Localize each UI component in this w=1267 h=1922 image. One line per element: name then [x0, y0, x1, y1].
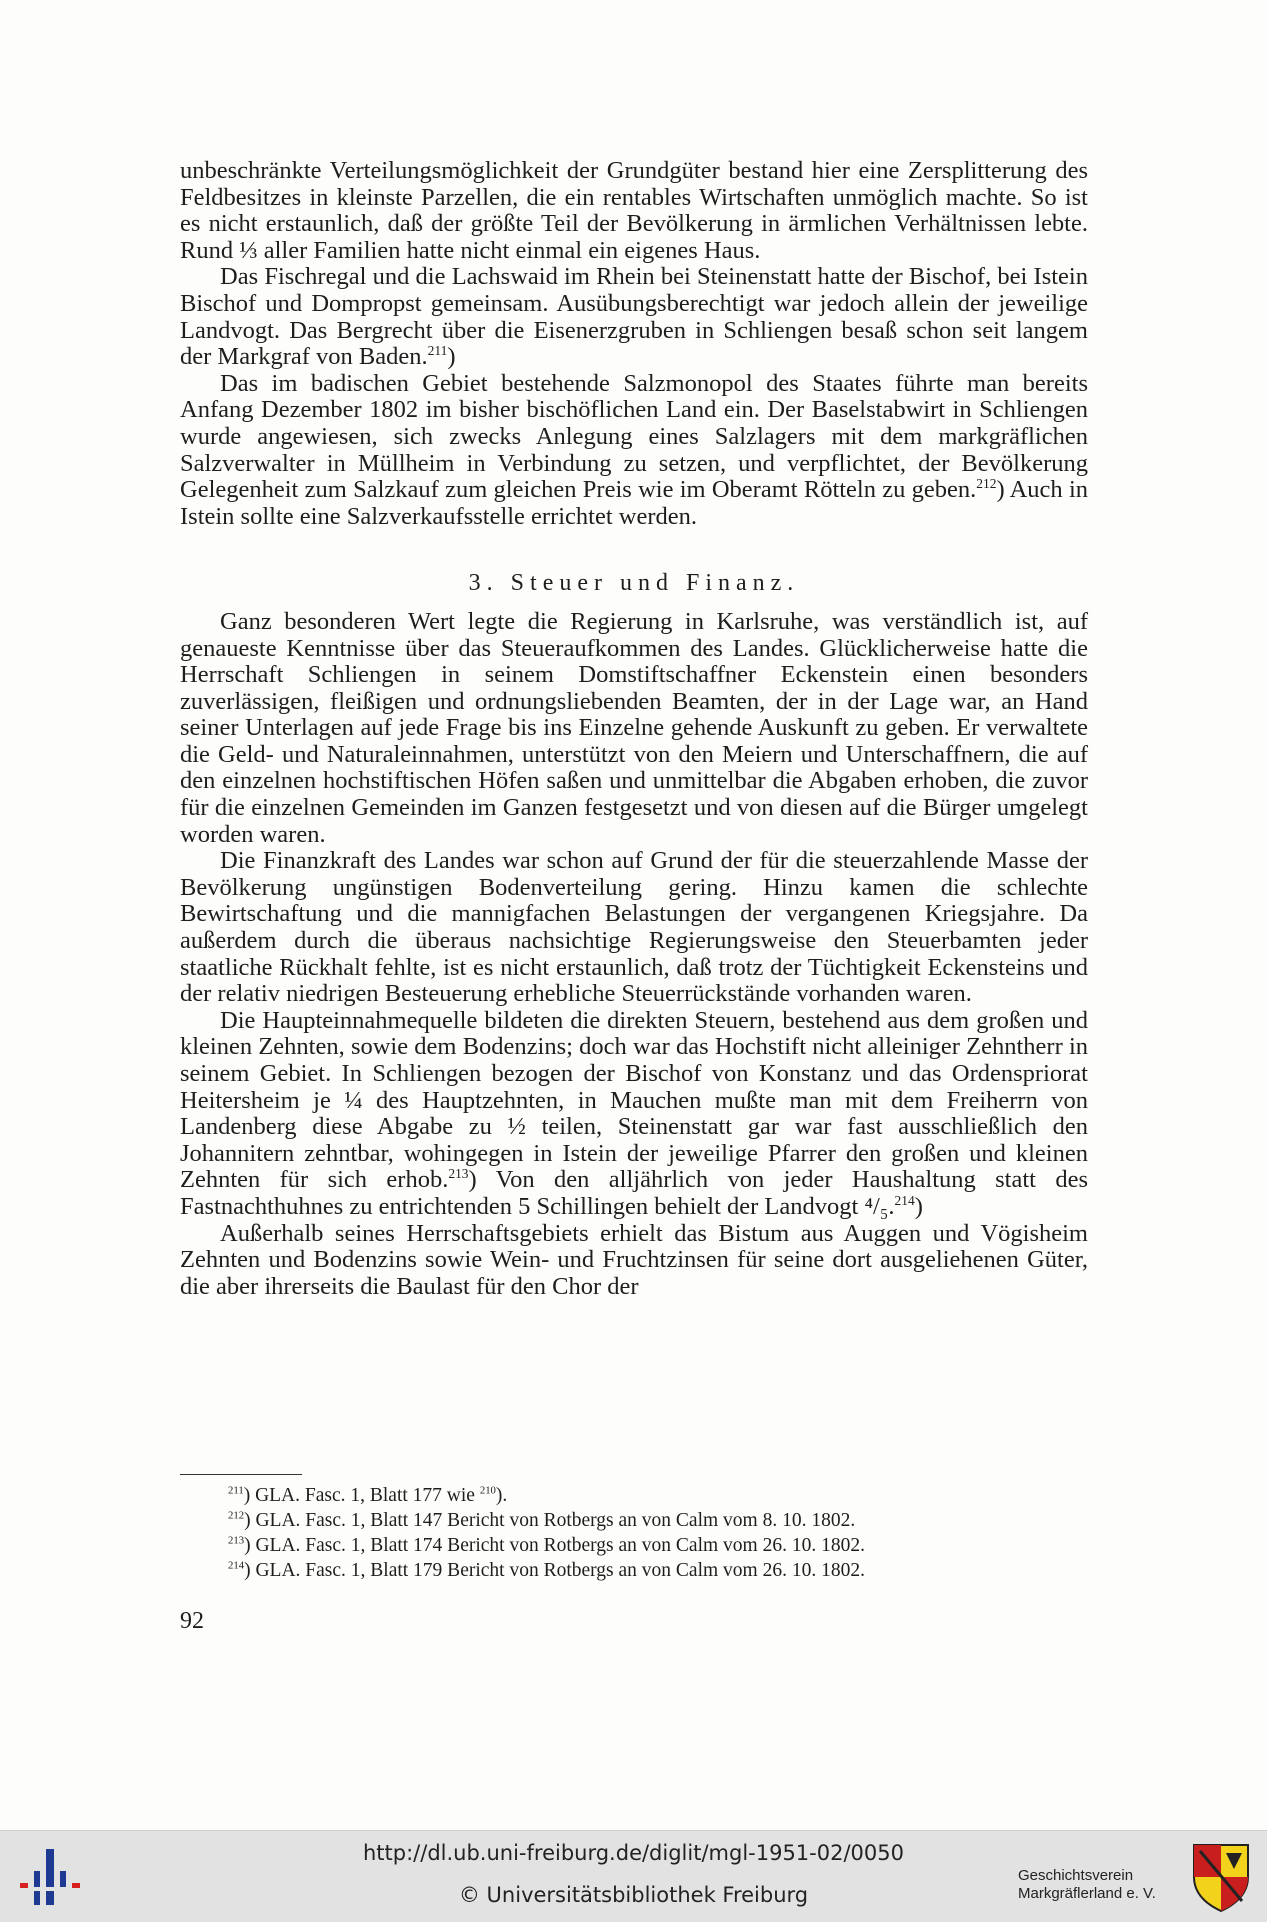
footnote-divider	[180, 1474, 302, 1475]
society-name: Geschichtsverein Markgräflerland e. V.	[1018, 1867, 1156, 1902]
paragraph-5: Die Finanzkraft des Landes war schon auf Grund der für die steuerzahlende Masse der Bevölkerung ungünstigen Bodenverteilung gering. Hinzu kamen die schlechte Bewirtschaftung und die mannigfachen Belastungen der vergangenen Kriegsjahre. Da außerdem durch die überaus nachsichtige Regierungsweise den Steuerbamten jeder staatliche Rückhalt fehlte, ist es nicht erstaunlich, daß trotz der Tüchtigkeit Eckensteins und der relativ niedrigen Besteuerung erhebliche Steuerrückstände vorhanden waren.	[180, 847, 1088, 1008]
copyright-notice: © Universitätsbibliothek Freiburg	[458, 1883, 809, 1907]
permalink-url[interactable]: http://dl.ub.uni-freiburg.de/diglit/mgl-1951-02/0050	[362, 1841, 904, 1865]
footnote-212: $^{212}$) GLA. Fasc. 1, Blatt 147 Bericht von Rotbergs an von Calm vom 8. 10. 1802.	[228, 1509, 856, 1531]
paragraph-4: Ganz besonderen Wert legte die Regierung in Karlsruhe, was verständlich ist, auf genaueste Kenntnisse über das Steueraufkommen des Landes. Glücklicherweise hatte die Herrschaft Schliengen in seinem Domstiftschaffner Eckenstein einen besonders zuverlässigen, fleißigen und ordnungsliebenden Beamten, der in der Lage war, an Hand seiner Unterlagen auf jede Frage bis ins Einzelne gehende Auskunft zu geben. Er verwaltete die Geld- und Naturaleinnahmen, unterstützt von den Meiern und Unterschaffnern, die auf den einzelnen hochstiftischen Höfen saßen und unmittelbar die Abgaben erhoben, die zuvor für die einzelnen Gemeinden im Ganzen festgesetzt und von diesen auf die Bürger umgelegt worden waren.	[180, 607, 1088, 848]
footnote-ref-214: 214	[894, 1192, 915, 1208]
footnote-ref-213: 213	[448, 1166, 469, 1182]
footnote-213: $^{213}$) GLA. Fasc. 1, Blatt 174 Bericht von Rotbergs an von Calm vom 26. 10. 1802.	[228, 1534, 865, 1556]
paragraph-1: unbeschränkte Verteilungsmöglichkeit der Grundgüter bestand hier eine Zersplitterung des Feldbesitzes in kleinste Parzellen, die ein rentables Wirtschaften unmöglich machte. So ist es nicht erstaunlich, daß der größte Teil der Bevölkerung in ärmlichen Verhältnissen lebte. Rund ⅓ aller Familien hatte nicht einmal ein eigenes Haus.	[180, 157, 1088, 264]
body-text	[180, 158, 1088, 1300]
viewer-footer	[0, 1830, 1267, 1922]
section-heading: 3. Steuer und Finanz.	[468, 570, 800, 597]
paragraph-3: Das im badischen Gebiet bestehende Salzmonopol des Staates führte man bereits Anfang Dezember 1802 im bisher bischöflichen Land ein. Der Baselstabwirt in Schliengen wurde angewiesen, sich zwecks Anlegung eines Salzlagers mit dem markgräflichen Salzverwalter in Müllheim in Verbindung zu setzen, und verpflichtet, der Bevölkerung Gelegenheit zum Salzkauf zum gleichen Preis wie im Oberamt Rötteln zu geben.$^{212}$) Auch in Istein sollte eine Salzverkaufsstelle errichtet werden.	[180, 369, 1088, 530]
coat-of-arms-icon	[1190, 1841, 1252, 1913]
fraction: ⁴/₅.	[864, 1192, 895, 1220]
footnote-ref-212: 212	[976, 475, 997, 491]
paragraph-7: Außerhalb seines Herrschaftsgebiets erhielt das Bistum aus Auggen und Vögisheim Zehnten und Bodenzins sowie Wein- und Fruchtzinsen für seine dort ausgeliehenen Güter, die aber ihrerseits die Baulast für den Chor der	[180, 1219, 1088, 1300]
footnote-211: $^{211}$) GLA. Fasc. 1, Blatt 177 wie $^{210}$).	[228, 1484, 508, 1506]
paragraph-2: Das Fischregal und die Lachswaid im Rhein bei Steinenstatt hatte der Bischof, bei Istein Bischof und Dompropst gemeinsam. Ausübungsberechtigt war jedoch allein der jeweilige Landvogt. Das Bergrecht über die Eisenerzgruben in Schliengen besaß schon seit langem der Markgraf von Baden.$^{211}$)	[180, 263, 1088, 371]
footnote-214: $^{214}$) GLA. Fasc. 1, Blatt 179 Bericht von Rotbergs an von Calm vom 26. 10. 1802.	[228, 1559, 865, 1581]
footnotes	[228, 1483, 1088, 1583]
page-number: 92	[180, 1608, 204, 1634]
footnote-ref-211: 211	[427, 343, 448, 358]
paragraph-6: Die Haupteinnahmequelle bildeten die direkten Steuern, bestehend aus dem großen und kleinen Zehnten, sowie dem Bodenzins; doch war das Hochstift nicht alleiniger Zehntherr in seinem Gebiet. In Schliengen bezogen der Bischof von Konstanz und das Ordenspriorat Heitersheim je ¼ des Hauptzehnten, in Mauchen mußte man mit dem Freiherrn von Landenberg diese Abgabe zu ½ teilen, Steinenstatt gar war fast ausschließlich den Johannitern zehntbar, wohingegen in Istein der jeweilige Pfarrer den großen und kleinen Zehnten für sich erhob.$^{213}$) Von den alljährlich von jeder Haushaltung statt des Fastnachthuhnes zu entrichtenden 5 Schillingen behielt der Landvogt ⁴/₅.$^{214}$)	[180, 1006, 1088, 1220]
